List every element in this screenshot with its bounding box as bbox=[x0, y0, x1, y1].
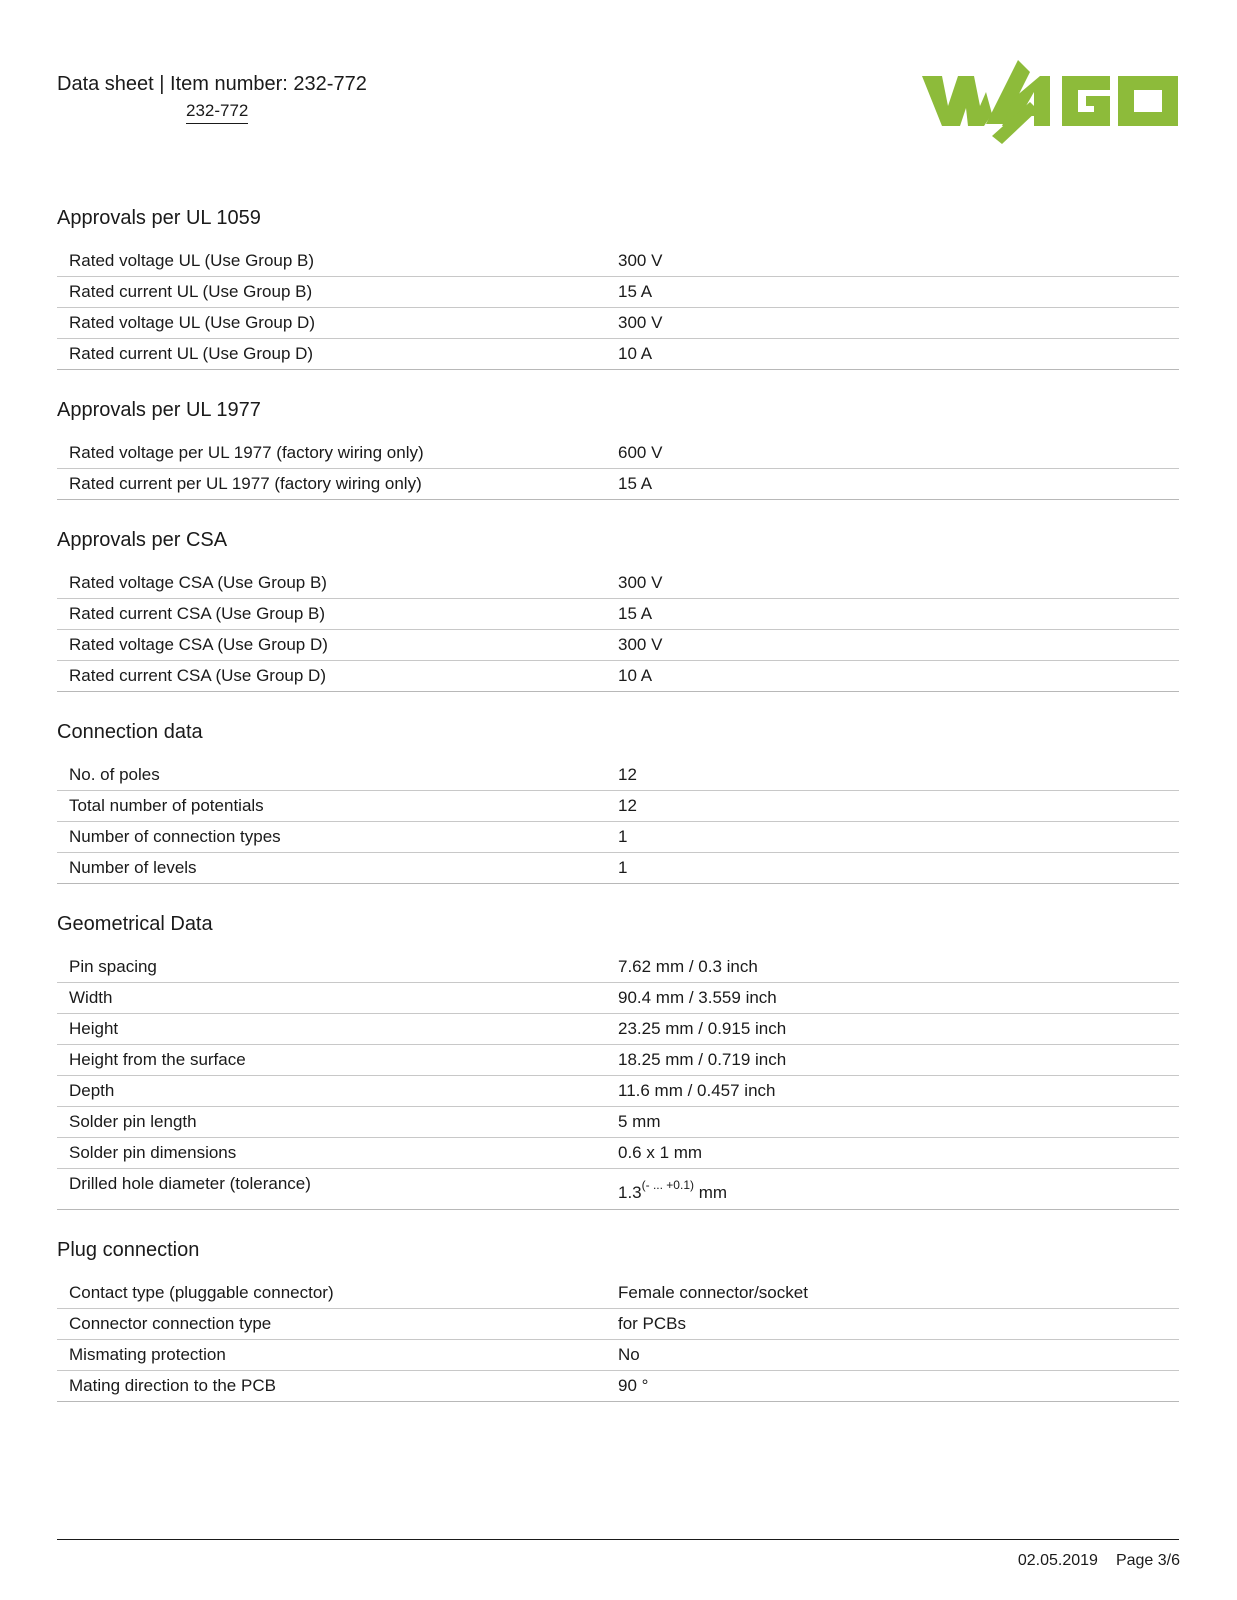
row-value: 18.25 mm / 0.719 inch bbox=[618, 1050, 787, 1069]
row-label: Rated current CSA (Use Group D) bbox=[69, 666, 326, 685]
row-label: Rated current CSA (Use Group B) bbox=[69, 604, 326, 623]
row-value: Female connector/socket bbox=[618, 1283, 808, 1302]
row-value: 10 A bbox=[618, 666, 653, 685]
row-value: 300 V bbox=[618, 313, 663, 332]
table-row bbox=[57, 599, 1179, 630]
row-value: 1 bbox=[618, 858, 628, 877]
row-value bbox=[618, 1169, 1179, 1209]
row-label: Rated voltage UL (Use Group D) bbox=[69, 313, 315, 332]
table-row bbox=[57, 469, 1179, 500]
hole-diameter-value: 1.3 bbox=[618, 1183, 642, 1202]
hole-unit: mm bbox=[694, 1183, 728, 1202]
table-row bbox=[57, 661, 1179, 692]
table-row bbox=[57, 1076, 1179, 1107]
row-label: Rated current UL (Use Group B) bbox=[69, 282, 313, 301]
footer-date: 02.05.2019 bbox=[1017, 1552, 1098, 1569]
table-row bbox=[57, 791, 1179, 822]
row-label: Solder pin dimensions bbox=[69, 1143, 237, 1162]
row-value: 600 V bbox=[618, 443, 663, 462]
row-label: Width bbox=[69, 988, 113, 1007]
table-row bbox=[57, 277, 1179, 308]
row-value: 90 ° bbox=[618, 1376, 649, 1395]
row-label: Number of connection types bbox=[69, 827, 281, 846]
row-value: 15 A bbox=[618, 474, 653, 493]
footer-divider bbox=[57, 1539, 1179, 1540]
table-row bbox=[57, 853, 1179, 884]
table-row bbox=[57, 1340, 1179, 1371]
item-number-link[interactable]: 232-772 bbox=[186, 101, 248, 124]
row-label: Mating direction to the PCB bbox=[69, 1376, 276, 1395]
table-row bbox=[57, 630, 1179, 661]
table-row bbox=[57, 760, 1179, 791]
section-title: Plug connection bbox=[57, 1239, 200, 1261]
row-value: 10 A bbox=[618, 344, 653, 363]
row-label: Rated voltage UL (Use Group B) bbox=[69, 251, 315, 270]
section-title: Approvals per CSA bbox=[57, 529, 228, 551]
section-title: Approvals per UL 1059 bbox=[57, 207, 261, 229]
hole-tolerance: (- ... +0.1) bbox=[641, 1178, 694, 1193]
row-label: Mismating protection bbox=[69, 1345, 226, 1364]
section-csa bbox=[57, 528, 1179, 692]
row-label: Height bbox=[69, 1019, 119, 1038]
row-label: Rated current UL (Use Group D) bbox=[69, 344, 314, 363]
row-value: 11.6 mm / 0.457 inch bbox=[618, 1081, 776, 1100]
section-title: Connection data bbox=[57, 721, 203, 743]
row-label: Depth bbox=[69, 1081, 115, 1100]
row-label: Number of levels bbox=[69, 858, 197, 877]
row-value: 5 mm bbox=[618, 1112, 661, 1131]
row-label: Contact type (pluggable connector) bbox=[69, 1283, 334, 1302]
row-value: for PCBs bbox=[618, 1314, 687, 1333]
row-value: 300 V bbox=[618, 573, 663, 592]
table-row bbox=[57, 1045, 1179, 1076]
row-value: No bbox=[618, 1345, 640, 1364]
section-plug-connection bbox=[57, 1238, 1179, 1402]
wago-logo bbox=[922, 58, 1178, 144]
row-value: 7.62 mm / 0.3 inch bbox=[618, 957, 758, 976]
spec-content bbox=[57, 200, 1179, 1430]
table-row bbox=[57, 438, 1179, 469]
table-row bbox=[57, 1371, 1179, 1402]
row-value: 15 A bbox=[618, 282, 653, 301]
row-value: 300 V bbox=[618, 251, 663, 270]
row-label: No. of poles bbox=[69, 765, 160, 784]
table-row bbox=[57, 822, 1179, 853]
table-row bbox=[57, 568, 1179, 599]
row-label: Rated current per UL 1977 (factory wiring only) bbox=[69, 474, 422, 493]
row-label: Solder pin length bbox=[69, 1112, 197, 1131]
row-label: Connector connection type bbox=[69, 1314, 272, 1333]
table-row bbox=[57, 1107, 1179, 1138]
table-row bbox=[57, 952, 1179, 983]
table-row bbox=[57, 983, 1179, 1014]
row-value: 12 bbox=[618, 765, 637, 784]
row-value: 23.25 mm / 0.915 inch bbox=[618, 1019, 787, 1038]
table-row bbox=[57, 246, 1179, 277]
footer-page: Page 3/6 bbox=[1115, 1552, 1180, 1569]
page-title: Data sheet | Item number: 232-772 bbox=[57, 73, 367, 95]
row-value: 300 V bbox=[618, 635, 663, 654]
row-label: Rated voltage CSA (Use Group B) bbox=[69, 573, 327, 592]
table-row bbox=[57, 308, 1179, 339]
row-label: Height from the surface bbox=[69, 1050, 246, 1069]
table-row bbox=[57, 1169, 1179, 1210]
row-label: Rated voltage CSA (Use Group D) bbox=[69, 635, 328, 654]
row-value: 1 bbox=[618, 827, 628, 846]
row-label: Rated voltage per UL 1977 (factory wiring only) bbox=[69, 443, 424, 462]
table-row bbox=[57, 1138, 1179, 1169]
footer bbox=[1018, 1551, 1180, 1571]
table-row bbox=[57, 1309, 1179, 1340]
row-value: 90.4 mm / 3.559 inch bbox=[618, 988, 777, 1007]
table-row bbox=[57, 1014, 1179, 1045]
row-label: Pin spacing bbox=[69, 957, 157, 976]
section-geometrical-data bbox=[57, 912, 1179, 1210]
row-label: Drilled hole diameter (tolerance) bbox=[69, 1174, 311, 1193]
row-value: 12 bbox=[618, 796, 637, 815]
row-value: 15 A bbox=[618, 604, 653, 623]
table-row bbox=[57, 1278, 1179, 1309]
section-connection-data bbox=[57, 720, 1179, 884]
section-ul-1977 bbox=[57, 398, 1179, 500]
row-value: 0.6 x 1 mm bbox=[618, 1143, 703, 1162]
row-label: Total number of potentials bbox=[69, 796, 264, 815]
section-title: Approvals per UL 1977 bbox=[57, 399, 261, 421]
table-row bbox=[57, 339, 1179, 370]
section-title: Geometrical Data bbox=[57, 913, 213, 935]
section-ul-1059 bbox=[57, 206, 1179, 370]
